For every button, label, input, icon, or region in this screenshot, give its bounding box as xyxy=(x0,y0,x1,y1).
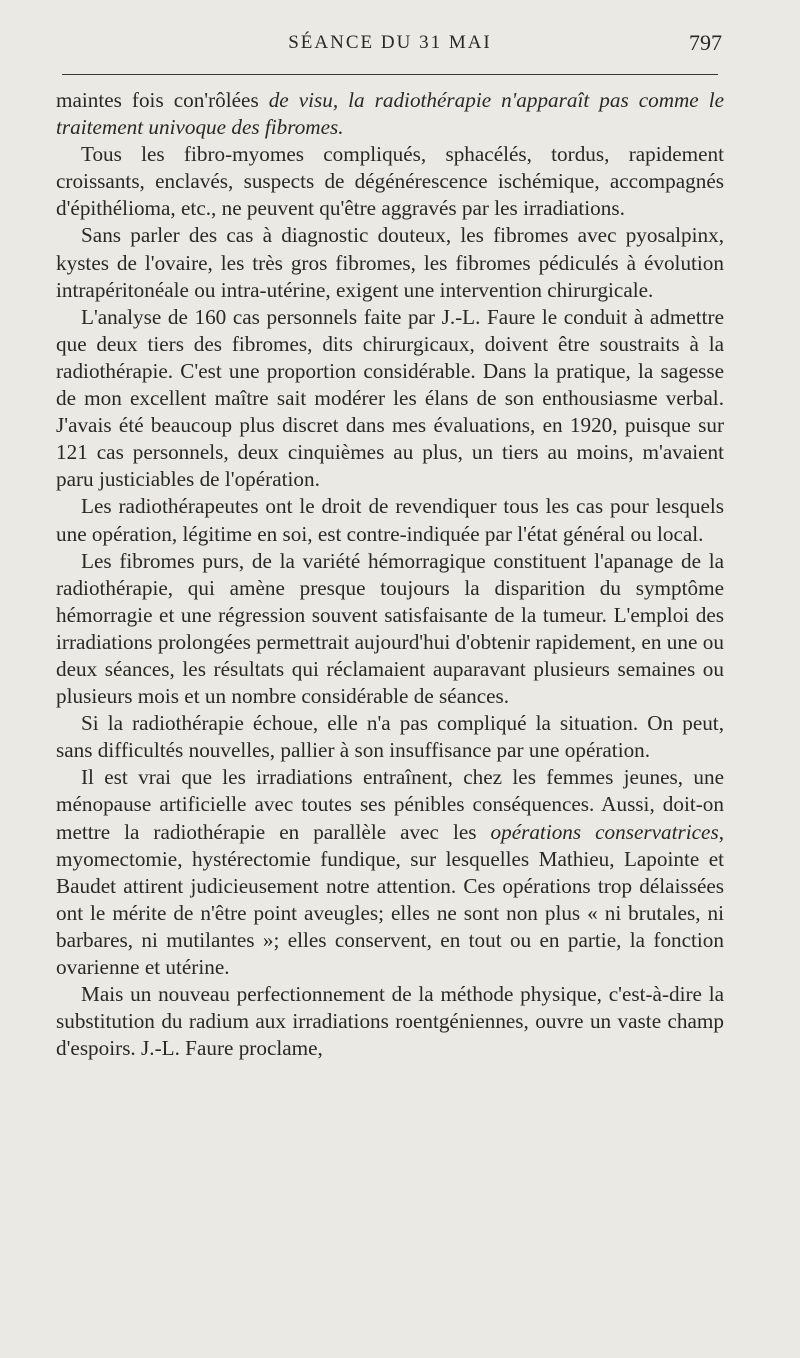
text-segment: maintes fois con'rôlées xyxy=(56,88,269,112)
text-segment: Tous les fibro-myomes compliqués, sphacélés, tordus, rapidement croissants, enclavés, suspects de dégénérescence ischémique, accompagnés d'épithélioma, etc., ne peuvent qu'être aggravés par les irradiations. xyxy=(56,142,724,221)
text-segment: Il est vrai que les irradiations entraînent, chez les femmes jeunes, une ménopause artificielle avec toutes ses pénibles conséquences. Aussi, doit-on mettre la radiothérapie en parallèle avec les xyxy=(56,765,724,844)
page-number: 797 xyxy=(689,30,722,55)
running-head xyxy=(56,28,724,64)
paragraph xyxy=(56,87,724,141)
running-title: SÉANCE DU 31 MAI xyxy=(288,32,492,53)
paragraph xyxy=(56,304,724,494)
text-segment: Mais un nouveau perfectionnement de la méthode physique, c'est-à-dire la substitution du radium aux irradiations roentgéniennes, ouvre un vaste champ d'espoirs. J.-L. Faure proclame, xyxy=(56,982,724,1061)
paragraph xyxy=(56,222,724,303)
paragraph xyxy=(56,710,724,764)
text-segment: , myomectomie, hystérectomie fundique, sur lesquelles Mathieu, Lapointe et Baudet attirent judicieusement notre attention. Ces opérations trop délaissées ont le mérite de n'être point aveugles; elles ne sont non plus « ni brutales, ni barbares, ni mutilantes »; elles conservent, en tout ou en partie, la fonction ovarienne et utérine. xyxy=(56,819,724,979)
italic-text: de visu, la radiothérapie n'apparaît pas comme le traitement univoque des fibromes. xyxy=(56,88,725,140)
body-text xyxy=(56,87,724,1062)
paragraph xyxy=(56,141,724,222)
text-segment: Les radiothérapeutes ont le droit de revendiquer tous les cas pour lesquels une opération, légitime en soi, est contre-indiquée par l'état général ou local. xyxy=(56,494,724,546)
header-rule xyxy=(62,74,718,75)
text-segment: Si la radiothérapie échoue, elle n'a pas compliqué la situation. On peut, sans difficultés nouvelles, pallier à son insuffisance par une opération. xyxy=(56,711,724,763)
paragraph xyxy=(56,981,724,1062)
paragraph xyxy=(56,548,724,711)
text-segment: Sans parler des cas à diagnostic douteux, les fibromes avec pyosalpinx, kystes de l'ovaire, les très gros fibromes, les fibromes pédiculés à évolution intrapéritonéale ou intra-utérine, exigent une intervention chirurgicale. xyxy=(56,223,724,302)
paragraph xyxy=(56,493,724,547)
paragraph xyxy=(56,764,724,981)
text-segment: Les fibromes purs, de la variété hémorragique constituent l'apanage de la radiothérapie, qui amène presque toujours la disparition du symptôme hémorragie et une régression souvent satisfaisante de la tumeur. L'emploi des irradiations prolongées permettrait aujourd'hui d'obtenir rapidement, en une ou deux séances, les résultats qui réclamaient auparavant plusieurs semaines ou plusieurs mois et un nombre considérable de séances. xyxy=(56,548,724,709)
text-segment: L'analyse de 160 cas personnels faite par J.-L. Faure le conduit à admettre que deux tiers des fibromes, dits chirurgicaux, doivent être soustraits à la radiothérapie. C'est une proportion considérable. Dans la pratique, la sagesse de mon excellent maître sait modérer les élans de son enthousiasme verbal. J'avais été beaucoup plus discret dans mes évaluations, en 1920, puisque sur 121 cas personnels, deux cinquièmes au plus, un tiers au moins, m'avaient paru justiciables de l'opération. xyxy=(56,304,724,492)
italic-text: opérations conservatrices xyxy=(490,819,719,844)
